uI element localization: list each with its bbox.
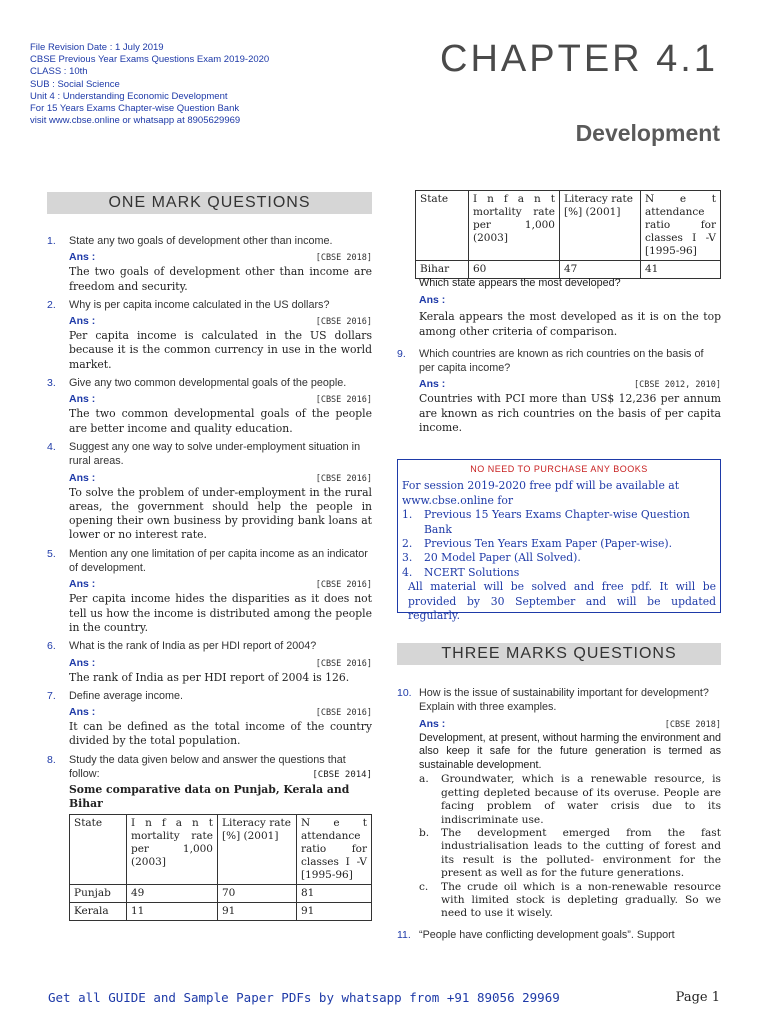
- item-number: 3.: [402, 551, 413, 565]
- answer-point: [397, 773, 721, 827]
- question-text: Define average income.: [69, 689, 184, 702]
- notice-item: [402, 551, 716, 565]
- free-pdf-notice: [397, 459, 721, 623]
- exam-tag: [CBSE 2016]: [315, 580, 372, 591]
- notice-outro: All material will be solved and free pdf. It will be provided by 30 September and will be updated regularly.: [408, 580, 716, 623]
- question-number: 6.: [47, 640, 56, 653]
- notice-item: [402, 508, 716, 537]
- table-header-row: [416, 191, 721, 261]
- question-number: 5.: [47, 547, 56, 560]
- answer-text: Development, at present, without harming the environment and also keep it safe for the future generation is termed as sustainable development.: [419, 731, 721, 771]
- question-text: Mention any one limitation of per capita income as an indicator of development.: [69, 547, 368, 575]
- header-cell: Literacy rate [%] (2001]: [560, 191, 641, 261]
- answer-point: [397, 881, 721, 921]
- point-letter: b.: [419, 827, 430, 839]
- question-1: [47, 234, 372, 248]
- question-text: What is the rank of India as per HDI report of 2004?: [69, 640, 317, 653]
- answer-label: Ans :: [69, 578, 96, 591]
- right-column-lower: [397, 686, 721, 942]
- answer-text: The two goals of development other than income are freedom and security.: [69, 265, 372, 293]
- class-line: CLASS : 10th: [30, 66, 88, 78]
- table-cell: 81: [297, 885, 372, 903]
- exam-tag: [CBSE 2018]: [664, 719, 721, 730]
- table-caption: Some comparative data on Punjab, Kerala and Bihar: [69, 782, 350, 810]
- item-number: 2.: [402, 537, 413, 551]
- answer-text: The rank of India as per HDI report of 2004 is 126.: [69, 670, 350, 684]
- table-cell: 60: [469, 261, 560, 279]
- answer-label: Ans :: [69, 706, 96, 719]
- right-column: [397, 190, 721, 439]
- answer-label: Ans :: [419, 717, 446, 730]
- left-column: [47, 234, 372, 921]
- table-cell: 47: [560, 261, 641, 279]
- answer-label: Ans :: [69, 656, 96, 669]
- notice-item: [402, 566, 716, 580]
- question-number: 8.: [47, 753, 56, 766]
- table-cell: 91: [297, 903, 372, 921]
- footer-whatsapp-link[interactable]: Get all GUIDE and Sample Paper PDFs by whatsapp from +91 89056 29969: [48, 990, 560, 1005]
- question-number: 3.: [47, 377, 56, 390]
- question-text: “People have conflicting development goals”. Support: [419, 928, 675, 941]
- question-5: [47, 547, 372, 576]
- table-header-row: [70, 815, 372, 885]
- question-9: [397, 347, 721, 376]
- question-11: [397, 928, 721, 942]
- table-row: [70, 903, 372, 921]
- question-number: 10.: [397, 687, 412, 699]
- question-text: How is the issue of sustainability important for development? Explain with three examples.: [419, 687, 709, 714]
- point-letter: c.: [419, 880, 429, 893]
- question-text: Suggest any one way to solve under-employment situation in rural areas.: [69, 440, 361, 468]
- table-cell: Punjab: [70, 885, 127, 903]
- answer-label: Ans :: [69, 471, 96, 484]
- question-text: Why is per capita income calculated in the US dollars?: [69, 298, 330, 311]
- exam-tag: [CBSE 2012, 2010]: [634, 380, 721, 391]
- question-number: 11.: [397, 928, 411, 941]
- answer-text: The two common developmental goals of the people are better income and quality education.: [69, 407, 372, 435]
- question-6: [47, 639, 372, 653]
- table-row: [70, 885, 372, 903]
- question-text: Study the data given below and answer the questions that follow:: [69, 753, 346, 781]
- question-number: 7.: [47, 689, 56, 702]
- section-one-mark: ONE MARK QUESTIONS: [47, 192, 372, 214]
- answer-label: Ans :: [69, 251, 96, 264]
- question-number: 1.: [47, 235, 56, 247]
- item-number: 1.: [402, 508, 413, 522]
- question-3: [47, 376, 372, 390]
- question-text: Give any two common developmental goals of the people.: [69, 377, 347, 390]
- chapter-title: CHAPTER 4.1: [440, 38, 718, 80]
- answer-text: Kerala appears the most developed as it is on the top among other criteria of comparison.: [419, 310, 721, 338]
- exam-tag: [CBSE 2014]: [312, 770, 372, 781]
- question-number: 4.: [47, 440, 56, 453]
- header-cell: I n f a n t mortality rate per 1,000 (2003]: [469, 191, 560, 261]
- question-2: [47, 298, 372, 312]
- comparative-data-table-continued: [415, 190, 721, 279]
- answer-text: Per capita income hides the disparities as it does not tell us how the income is distributed among the people in the country.: [69, 592, 372, 634]
- point-text: Groundwater, which is a renewable resource, is getting depleted because of its overuse. People are facing problem of water crisis due to its indiscriminate use.: [441, 773, 721, 826]
- header-cell: Literacy rate [%] (2001]: [218, 815, 297, 885]
- answer-label: Ans :: [419, 294, 446, 307]
- section-three-marks: THREE MARKS QUESTIONS: [397, 643, 721, 665]
- header-cell: State: [70, 815, 127, 885]
- question-text: Which countries are known as rich countries on the basis of per capita income?: [419, 347, 704, 375]
- exam-tag: [CBSE 2016]: [315, 395, 372, 406]
- answer-label: Ans :: [69, 315, 96, 328]
- item-text: NCERT Solutions: [424, 565, 520, 579]
- notice-intro: For session 2019-2020 free pdf will be available at www.cbse.online for: [402, 479, 680, 507]
- table-cell: Bihar: [416, 261, 469, 279]
- table-cell: 49: [127, 885, 218, 903]
- table-cell: 11: [127, 903, 218, 921]
- answer-text: To solve the problem of under-employment in the rural areas, the government should help the people in opening their own business by providing bank loans at lower or no interest rate.: [69, 485, 372, 542]
- exam-tag: [CBSE 2016]: [315, 708, 372, 719]
- answer-point: [397, 827, 721, 881]
- table-cell: 91: [218, 903, 297, 921]
- page-number: Page 1: [675, 990, 720, 1005]
- point-text: The development emerged from the fast industrialisation leads to the cutting of forest and its result is the polluted- environment for the present as well as for the future generations.: [441, 827, 721, 880]
- header-cell: State: [416, 191, 469, 261]
- visit-line: visit www.cbse.online or whatsapp at 8905629969: [30, 115, 241, 127]
- question-text: State any two goals of development other than income.: [69, 235, 333, 247]
- unit-line: Unit 4 : Understanding Economic Development: [30, 90, 228, 102]
- exam-tag: [CBSE 2016]: [315, 658, 372, 669]
- answer-text: Per capita income is calculated in the US dollars because it is the common currency in use in the world market.: [69, 329, 372, 371]
- answer-text: Countries with PCI more than US$ 12,236 per annum are known as rich countries on the basis of per capita income.: [419, 392, 721, 435]
- answer-label: Ans :: [419, 378, 446, 391]
- exam-tag: [CBSE 2016]: [315, 473, 372, 484]
- question-text: Which state appears the most developed?: [419, 277, 621, 289]
- answer-text: It can be defined as the total income of the country divided by the total population.: [69, 720, 372, 748]
- notice-item: [402, 537, 716, 551]
- question-8: [47, 753, 372, 782]
- header-info: [30, 42, 269, 127]
- table-cell: 41: [641, 261, 721, 279]
- question-7: [47, 689, 372, 703]
- bank-line: For 15 Years Exams Chapter-wise Question Bank: [30, 103, 240, 115]
- header-cell: I n f a n t mortality rate per 1,000 (2003]: [127, 815, 218, 885]
- notice-title: NO NEED TO PURCHASE ANY BOOKS: [470, 464, 648, 474]
- table-cell: 70: [218, 885, 297, 903]
- answer-label: Ans :: [69, 393, 96, 406]
- comparative-data-table: [69, 814, 372, 921]
- page-title: Development: [575, 120, 720, 146]
- exam-line: CBSE Previous Year Exams Questions Exam 2019-2020: [30, 54, 270, 66]
- question-number: 2.: [47, 298, 56, 311]
- revision-date: File Revision Date : 1 July 2019: [30, 42, 164, 53]
- point-letter: a.: [419, 773, 429, 786]
- item-text: Previous Ten Years Exam Paper (Paper-wise).: [424, 537, 673, 551]
- item-text: Previous 15 Years Exams Chapter-wise Question Bank: [424, 508, 690, 536]
- question-10: [397, 686, 721, 715]
- item-text: 20 Model Paper (All Solved).: [424, 551, 581, 565]
- header-cell: N e t attendance ratio for classes I -V [1995-96]: [641, 191, 721, 261]
- point-text: The crude oil which is a non-renewable resource with limited stock is depleting gradually. So we need to use it wisely.: [441, 880, 721, 920]
- item-number: 4.: [402, 565, 413, 579]
- question-number: 9.: [397, 347, 406, 360]
- table-cell: Kerala: [70, 903, 127, 921]
- question-4: [47, 440, 372, 469]
- exam-tag: [CBSE 2016]: [315, 317, 372, 328]
- subject-line: SUB : Social Science: [30, 78, 120, 90]
- header-cell: N e t attendance ratio for classes I -V [1995-96]: [297, 815, 372, 885]
- exam-tag: [CBSE 2018]: [315, 253, 372, 264]
